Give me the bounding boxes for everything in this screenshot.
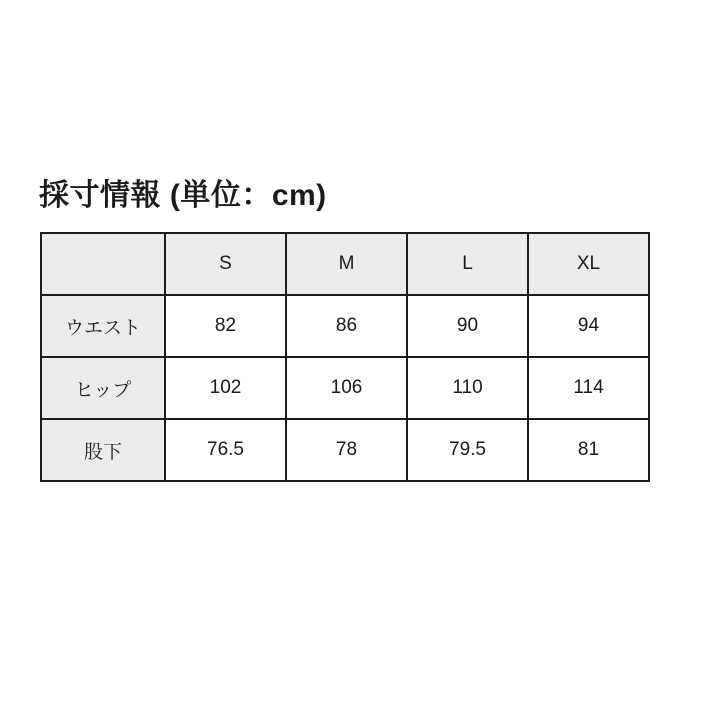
row-label-inseam: 股下 (41, 419, 165, 481)
hip-value-xl: 114 (528, 357, 649, 419)
hip-value-m: 106 (286, 357, 407, 419)
inseam-value-m: 78 (286, 419, 407, 481)
column-header-m: M (286, 233, 407, 295)
hip-value-s: 102 (165, 357, 286, 419)
waist-value-m: 86 (286, 295, 407, 357)
inseam-value-s: 76.5 (165, 419, 286, 481)
waist-value-s: 82 (165, 295, 286, 357)
waist-value-l: 90 (407, 295, 528, 357)
row-label-waist: ウエスト (41, 295, 165, 357)
table-row-waist (41, 295, 649, 357)
table-row-hip (41, 357, 649, 419)
column-header-s: S (165, 233, 286, 295)
table-row-inseam (41, 419, 649, 481)
corner-cell (41, 233, 165, 295)
inseam-value-l: 79.5 (407, 419, 528, 481)
column-header-l: L (407, 233, 528, 295)
waist-value-xl: 94 (528, 295, 649, 357)
row-label-hip: ヒップ (41, 357, 165, 419)
size-chart-header-row (41, 233, 649, 295)
hip-value-l: 110 (407, 357, 528, 419)
size-chart-table (40, 232, 650, 482)
inseam-value-xl: 81 (528, 419, 649, 481)
size-chart-title: 採寸情報 (単位：cm) (39, 179, 327, 212)
column-header-xl: XL (528, 233, 649, 295)
